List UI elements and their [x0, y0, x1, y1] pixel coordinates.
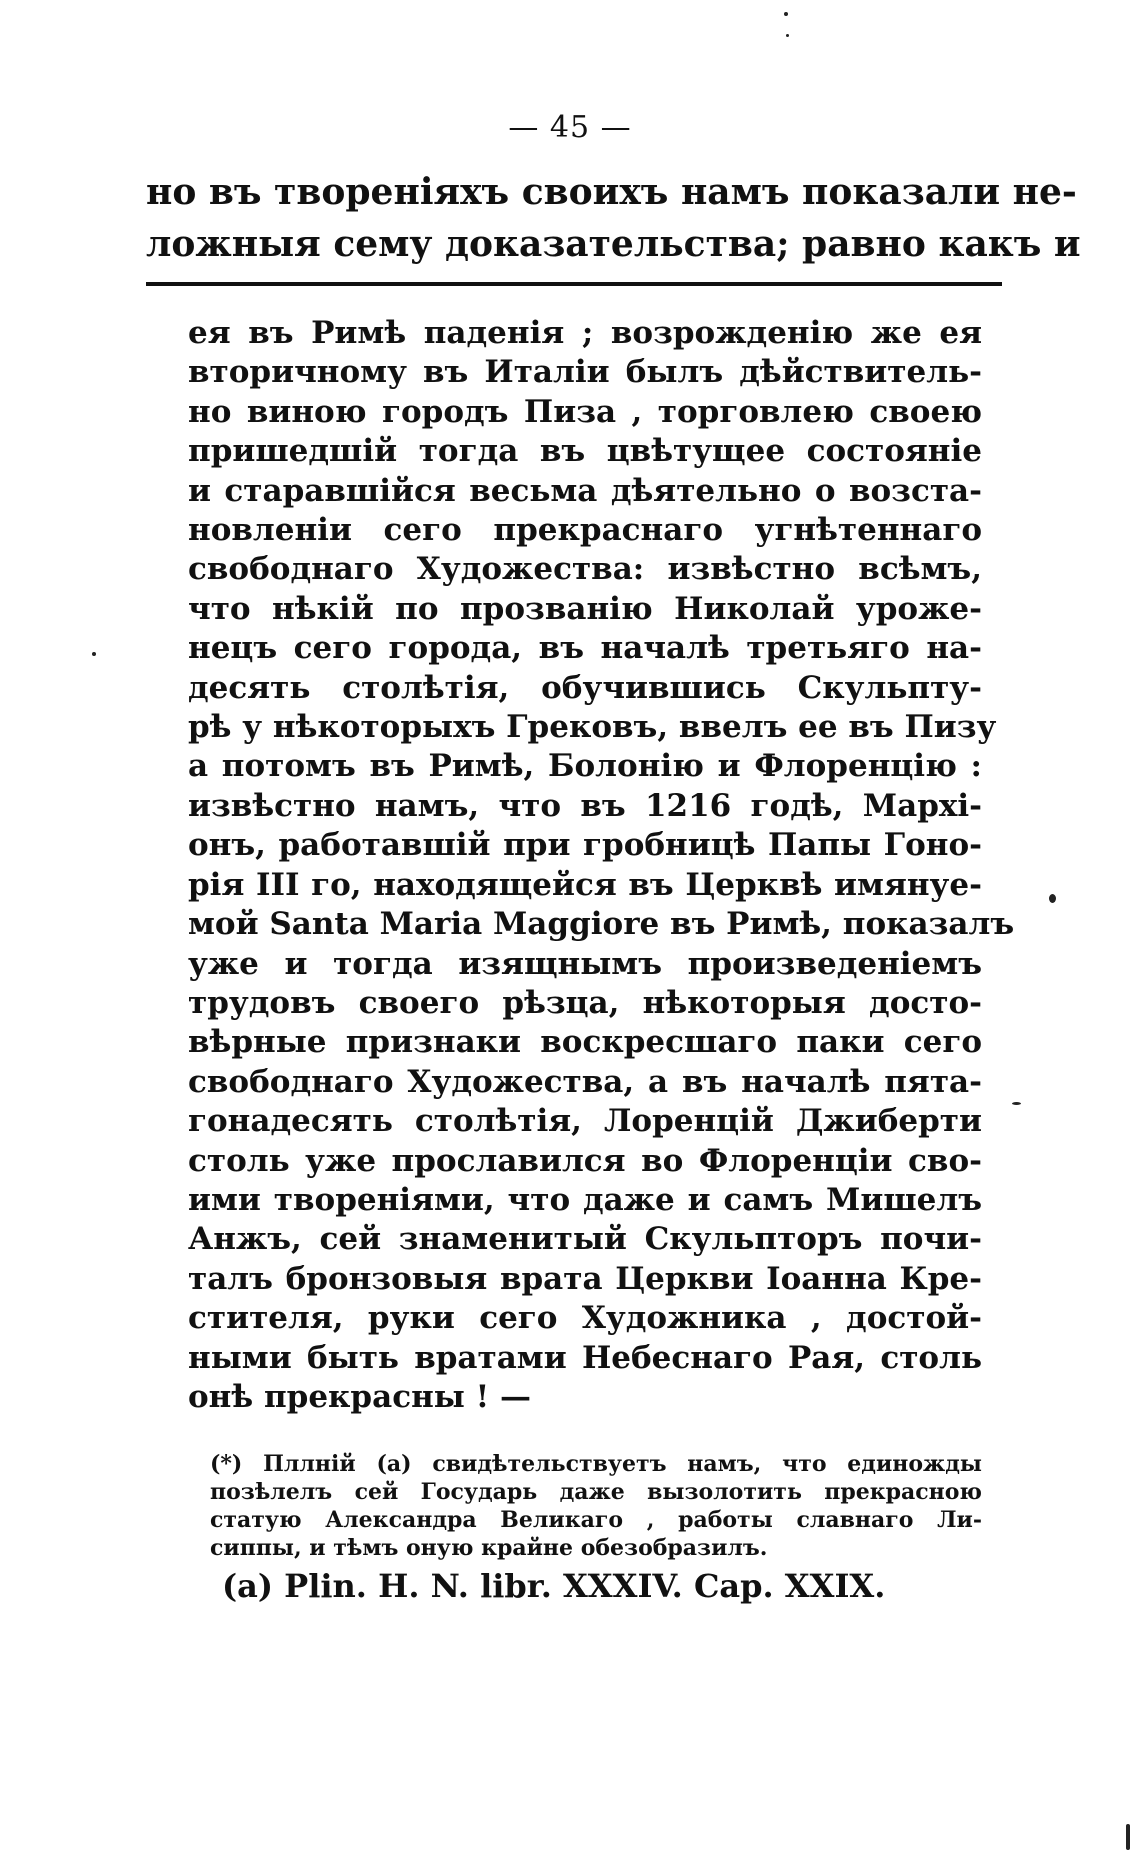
text-line: свободнаго Художества, а въ началѣ пята- — [188, 1063, 982, 1100]
text-line: стителя, руки сего Художника , достой- — [188, 1300, 982, 1337]
text-line: десять столѣтія, обучившись Скульпту- — [188, 669, 982, 706]
text-line: рѣ у нѣкоторыхъ Грековъ, ввелъ ее въ Пизу — [188, 709, 997, 746]
citation-line: (a) Plin. H. N. libr. XXXIV. Cap. XXIX. — [222, 1567, 886, 1605]
footnote — [210, 1450, 982, 1562]
scan-speck — [1126, 1824, 1130, 1850]
text-line: ея въ Римѣ паденія ; возрожденію же ея — [188, 315, 982, 351]
text-line: онѣ прекрасны ! — — [188, 1378, 532, 1415]
text-line: а потомъ въ Римѣ, Болонію и Флоренцію : — [188, 748, 982, 785]
text-line: что нѣкій по прозванію Николай уроже- — [188, 590, 982, 627]
page-number: — 45 — — [508, 110, 632, 145]
scan-speck — [786, 34, 789, 37]
scan-speck — [92, 652, 96, 656]
text-line: столь уже прославился во Флоренціи сво- — [188, 1142, 982, 1179]
text-line: ными быть вратами Небеснаго Рая, столь — [188, 1339, 982, 1376]
text-line: Анжъ, сей знаменитый Скульпторъ почи- — [188, 1221, 982, 1258]
scan-speck — [1012, 1102, 1021, 1105]
text-line: уже и тогда изящнымъ произведеніемъ — [188, 945, 982, 982]
text-line: свободнаго Художества: извѣстно всѣмъ, — [188, 551, 982, 588]
scan-speck — [1049, 894, 1056, 903]
footnote-line: (*) Пллній (a) свидѣтельствуетъ намъ, что единожды — [210, 1451, 982, 1477]
footnote-line: сиппы, и тѣмъ оную крайне обезобразилъ. — [210, 1535, 768, 1561]
text-line: вторичному въ Италіи былъ дѣйствитель- — [188, 354, 982, 391]
separator-rule — [146, 282, 1002, 286]
indented-paragraph — [188, 314, 1015, 1417]
scan-speck — [784, 12, 788, 16]
text-line: но виною городъ Пиза , торговлею своею — [188, 393, 982, 430]
text-line: ложныя сему доказательства; равно какъ и — [146, 223, 1081, 265]
text-line: рія III го, находящейся въ Церквѣ имянуе- — [188, 866, 982, 903]
text-line: трудовъ своего рѣзца, нѣкоторыя досто- — [188, 984, 982, 1021]
top-paragraph — [146, 166, 1081, 270]
text-line: новленіи сего прекраснаго угнѣтеннаго — [188, 512, 982, 549]
text-line: гонадесять столѣтія, Лоренцій Джиберти — [188, 1103, 982, 1140]
text-line: нецъ сего города, въ началѣ третьяго на- — [188, 630, 982, 667]
text-line: и старавшійся весьма дѣятельно о возста- — [188, 472, 982, 509]
text-line: талъ бронзовыя врата Церкви Іоанна Кре- — [188, 1260, 982, 1297]
text-line: пришедшій тогда въ цвѣтущее состояніе — [188, 433, 982, 470]
text-line: извѣстно намъ, что въ 1216 годѣ, Мархі- — [188, 787, 982, 824]
text-line: мой Santa Maria Maggiore въ Римѣ, показалъ — [188, 906, 1015, 943]
text-line: вѣрные признаки воскресшаго паки сего — [188, 1024, 982, 1061]
footnote-line: позѣлелъ сей Государь даже вызолотить прекрасною — [210, 1479, 982, 1505]
text-line: онъ, работавшій при гробницѣ Папы Гоно- — [188, 827, 982, 864]
footnote-line: статую Александра Великаго , работы славнаго Ли- — [210, 1507, 982, 1533]
text-line: ими твореніями, что даже и самъ Мишелъ — [188, 1181, 982, 1218]
text-line: но въ твореніяхъ своихъ намъ показали не- — [146, 171, 1077, 213]
